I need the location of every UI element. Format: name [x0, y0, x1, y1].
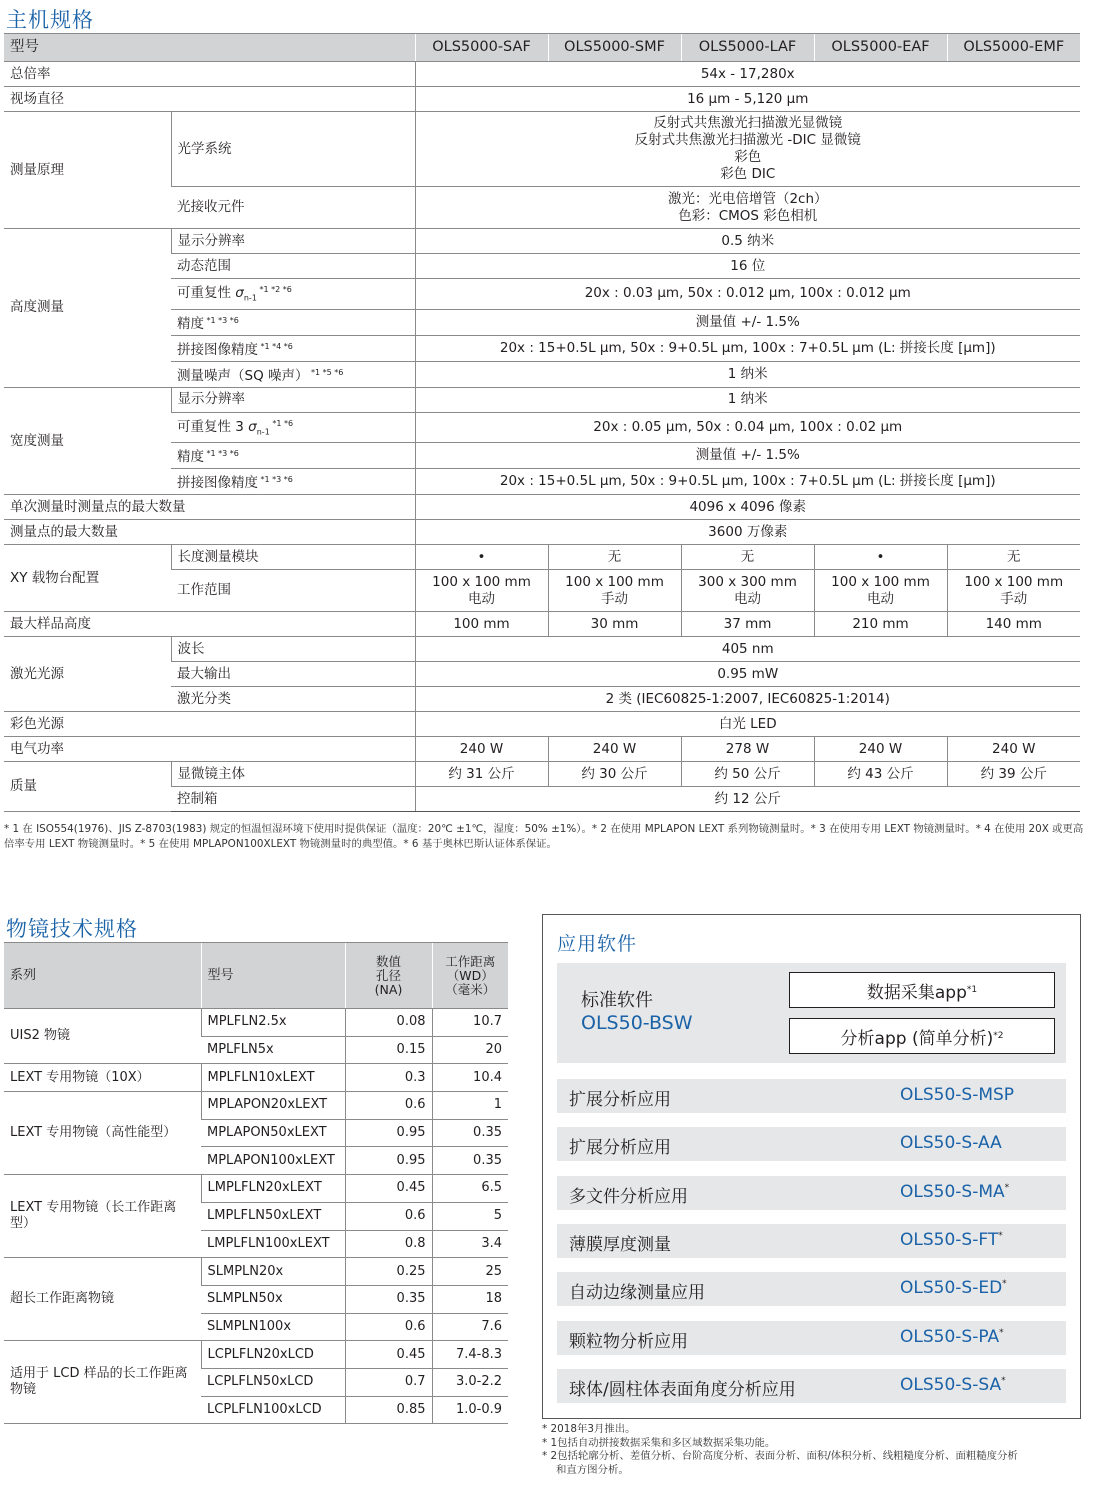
model-value: 210 mm — [814, 612, 947, 637]
objective-model: LCPLFLN20xLCD — [201, 1341, 345, 1369]
objective-na: 0.3 — [345, 1064, 432, 1092]
app-name: 颗粒物分析应用 — [569, 1331, 688, 1352]
objective-na: 0.95 — [345, 1119, 432, 1147]
row-label: 彩色光源 — [4, 712, 415, 737]
standard-software-label: 标准软件 — [581, 990, 653, 1011]
app-code: OLS50-S-AA — [900, 1133, 1002, 1154]
row-value: 20x : 0.05 μm, 50x : 0.04 μm, 100x : 0.02 μm — [415, 412, 1080, 443]
objective-model: LMPLFLN20xLEXT — [201, 1175, 345, 1203]
row-value: 测量值 +/- 1.5% — [415, 309, 1080, 335]
group-label: 高度测量 — [4, 229, 171, 388]
app-row — [557, 1224, 1066, 1258]
app-row — [557, 1321, 1066, 1355]
model-value: 240 W — [814, 737, 947, 762]
row-value: 16 μm - 5,120 μm — [415, 87, 1080, 112]
row-label: 总倍率 — [4, 62, 415, 87]
app-name: 球体/圆柱体表面角度分析应用 — [569, 1379, 796, 1400]
row-label: 工作范围 — [171, 570, 415, 612]
objective-na: 0.6 — [345, 1202, 432, 1230]
row-value: 白光 LED — [415, 712, 1080, 737]
row-value: 20x : 15+0.5L μm, 50x : 9+0.5L μm, 100x : 7+0.5L μm (L: 拼接长度 [μm]) — [415, 469, 1080, 495]
standard-software-code: OLS50-BSW — [581, 1012, 693, 1034]
app-name: 自动边缘测量应用 — [569, 1283, 705, 1304]
row-value: 反射式共焦激光扫描激光显微镜 反射式共焦激光扫描激光 -DIC 显微镜 彩色 彩色 DIC — [415, 112, 1080, 187]
objective-series: LEXT 专用物镜（高性能型） — [4, 1092, 201, 1175]
objective-na: 0.6 — [345, 1092, 432, 1120]
row-value: 约 12 公斤 — [415, 787, 1080, 812]
objective-wd: 0.35 — [432, 1119, 508, 1147]
objective-series: LEXT 专用物镜（10X） — [4, 1064, 201, 1092]
model-value: 240 W — [415, 737, 548, 762]
model-header: OLS5000-SMF — [548, 34, 681, 62]
row-label: 波长 — [171, 637, 415, 662]
objective-series: 适用于 LCD 样品的长工作距离物镜 — [4, 1341, 201, 1424]
objective-wd: 0.35 — [432, 1147, 508, 1175]
model-value: 无 — [947, 545, 1080, 570]
spec-table — [4, 33, 1080, 812]
header-wd: 工作距离 （WD） （毫米） — [432, 943, 508, 1009]
objective-model: LCPLFLN100xLCD — [201, 1396, 345, 1424]
model-value: 约 50 公斤 — [681, 762, 814, 787]
model-header: OLS5000-EMF — [947, 34, 1080, 62]
table-row — [4, 1064, 508, 1092]
app-code: OLS50-S-MA* — [900, 1181, 1010, 1202]
app-code: OLS50-S-MSP — [900, 1085, 1015, 1105]
app-name: 多文件分析应用 — [569, 1186, 688, 1207]
table-row — [4, 1258, 508, 1286]
row-value: 405 nm — [415, 637, 1080, 662]
row-value: 54x - 17,280x — [415, 62, 1080, 87]
table-row — [4, 1009, 508, 1037]
row-value: 1 纳米 — [415, 387, 1080, 412]
objective-table — [4, 942, 508, 1424]
app-name: 薄膜厚度测量 — [569, 1234, 671, 1255]
objective-wd: 5 — [432, 1202, 508, 1230]
row-value: 0.5 纳米 — [415, 229, 1080, 254]
spec-footnotes: * 1 在 ISO554(1976)、JIS Z-8703(1983) 规定的恒温恒湿环境下使用时提供保证（温度：20℃ ±1℃，湿度：50% ±1%）。* 2 在使用 MPLAPON LEXT 系列物镜测量时。* 3 在使用专用 LEXT 物镜测量时。* 4 在使用 20X 或更高倍率专用 LEXT 物镜测量时。* 5 在使用 MPLAPON100XLEXT 物镜测量时的典型值。* 6 基于奥林巴斯认证体系保证。 — [4, 823, 1084, 850]
objective-na: 0.25 — [345, 1258, 432, 1286]
app-row — [557, 1176, 1066, 1210]
objective-model: MPLFLN2.5x — [201, 1009, 345, 1037]
model-value: 无 — [548, 545, 681, 570]
objective-wd: 10.4 — [432, 1064, 508, 1092]
model-value: 300 x 300 mm 电动 — [681, 570, 814, 612]
row-label: 长度测量模块 — [171, 545, 415, 570]
objective-na: 0.95 — [345, 1147, 432, 1175]
row-label: 精度 $^{*1 *3 *6}$ — [171, 309, 415, 335]
objective-na: 0.6 — [345, 1313, 432, 1341]
row-label: 测量点的最大数量 — [4, 520, 415, 545]
section-title-specs: 主机规格 — [6, 8, 94, 32]
model-value: 约 30 公斤 — [548, 762, 681, 787]
row-label: 激光分类 — [171, 687, 415, 712]
objective-wd: 10.7 — [432, 1009, 508, 1037]
software-footnotes: * 2018年3月推出。 * 1包括自动拼接数据采集和多区域数据采集功能。 * 2包括轮廓分析、差值分析、台阶高度分析、表面分析、面积/体积分析、线粗糙度分析、面粗糙度分析 和直方图分析。 — [542, 1423, 1018, 1476]
objective-wd: 1 — [432, 1092, 508, 1120]
group-label: 质量 — [4, 762, 171, 812]
software-title: 应用软件 — [557, 933, 638, 955]
model-value: 100 x 100 mm 手动 — [548, 570, 681, 612]
header-na: 数值 孔径 (NA) — [345, 943, 432, 1009]
app-row — [557, 1369, 1066, 1403]
model-value: 100 mm — [415, 612, 548, 637]
objective-model: LMPLFLN100xLEXT — [201, 1230, 345, 1258]
objective-wd: 7.4-8.3 — [432, 1341, 508, 1369]
app-name: 扩展分析应用 — [569, 1090, 671, 1110]
app-code: OLS50-S-FT* — [900, 1229, 1003, 1250]
objective-model: MPLAPON100xLEXT — [201, 1147, 345, 1175]
objective-model: LCPLFLN50xLCD — [201, 1368, 345, 1396]
objective-model: MPLFLN10xLEXT — [201, 1064, 345, 1092]
row-label: 可重复性 $\sigma_{n-1}$ $^{*1 *2 *6}$ — [171, 279, 415, 310]
objective-na: 0.35 — [345, 1285, 432, 1313]
header-model: 型号 — [201, 943, 345, 1009]
app-row — [557, 1079, 1066, 1113]
row-value: 激光：光电倍增管（2ch） 色彩：CMOS 彩色相机 — [415, 187, 1080, 229]
objective-wd: 18 — [432, 1285, 508, 1313]
table-row — [4, 1092, 508, 1120]
row-label: 拼接图像精度 $^{*1 *4 *6}$ — [171, 335, 415, 361]
objective-model: MPLAPON20xLEXT — [201, 1092, 345, 1120]
app-code: OLS50-S-ED* — [900, 1278, 1007, 1299]
objective-series: LEXT 专用物镜（长工作距离型） — [4, 1175, 201, 1258]
model-header: OLS5000-SAF — [415, 34, 548, 62]
app-code: OLS50-S-PA* — [900, 1326, 1004, 1347]
header-series: 系列 — [4, 943, 201, 1009]
objective-model: LMPLFLN50xLEXT — [201, 1202, 345, 1230]
row-label: 电气功率 — [4, 737, 415, 762]
row-label: 动态范围 — [171, 254, 415, 279]
model-header: OLS5000-LAF — [681, 34, 814, 62]
row-label: 精度 $^{*1 *3 *6}$ — [171, 443, 415, 469]
row-value: 16 位 — [415, 254, 1080, 279]
objective-model: SLMPLN20x — [201, 1258, 345, 1286]
row-value: 4096 x 4096 像素 — [415, 495, 1080, 520]
row-value: 20x : 0.03 μm, 50x : 0.012 μm, 100x : 0.012 μm — [415, 279, 1080, 310]
app-row — [557, 1127, 1066, 1161]
objective-model: SLMPLN100x — [201, 1313, 345, 1341]
model-value: • — [814, 545, 947, 570]
objective-na: 0.15 — [345, 1036, 432, 1064]
app-row — [557, 1272, 1066, 1306]
objective-wd: 1.0-0.9 — [432, 1396, 508, 1424]
objective-series: UIS2 物镜 — [4, 1009, 201, 1064]
model-value: 140 mm — [947, 612, 1080, 637]
group-label: 激光光源 — [4, 637, 171, 712]
software-panel — [542, 914, 1081, 1419]
objective-model: SLMPLN50x — [201, 1285, 345, 1313]
model-value: 无 — [681, 545, 814, 570]
analysis-app-box: 分析app (简单分析) *2 — [789, 1018, 1055, 1054]
table-row — [4, 1341, 508, 1369]
model-value: 约 31 公斤 — [415, 762, 548, 787]
row-label: 测量噪声（SQ 噪声） $^{*1 *5 *6}$ — [171, 361, 415, 387]
row-label: 显微镜主体 — [171, 762, 415, 787]
standard-software-block — [557, 963, 1066, 1063]
model-value: 100 x 100 mm 手动 — [947, 570, 1080, 612]
row-label: 显示分辨率 — [171, 229, 415, 254]
data-acquisition-app-box: 数据采集app *1 — [789, 972, 1055, 1008]
objective-wd: 7.6 — [432, 1313, 508, 1341]
group-label: 测量原理 — [4, 112, 171, 229]
row-value: 1 纳米 — [415, 361, 1080, 387]
objective-na: 0.85 — [345, 1396, 432, 1424]
row-label: 单次测量时测量点的最大数量 — [4, 495, 415, 520]
row-label: 光接收元件 — [171, 187, 415, 229]
objective-wd: 20 — [432, 1036, 508, 1064]
header-model-label: 型号 — [4, 34, 415, 62]
spec-header-row — [4, 34, 1080, 62]
objective-header-row — [4, 943, 508, 1009]
objective-na: 0.7 — [345, 1368, 432, 1396]
group-label: 宽度测量 — [4, 387, 171, 495]
model-value: 30 mm — [548, 612, 681, 637]
objective-series: 超长工作距离物镜 — [4, 1258, 201, 1341]
model-value: 278 W — [681, 737, 814, 762]
objective-model: MPLFLN5x — [201, 1036, 345, 1064]
model-value: 约 39 公斤 — [947, 762, 1080, 787]
row-label: 视场直径 — [4, 87, 415, 112]
model-value: 约 43 公斤 — [814, 762, 947, 787]
objective-na: 0.8 — [345, 1230, 432, 1258]
section-title-objectives: 物镜技术规格 — [6, 917, 138, 941]
model-value: 100 x 100 mm 电动 — [415, 570, 548, 612]
row-value: 20x : 15+0.5L μm, 50x : 9+0.5L μm, 100x : 7+0.5L μm (L: 拼接长度 [μm]) — [415, 335, 1080, 361]
objective-na: 0.08 — [345, 1009, 432, 1037]
row-label: 光学系统 — [171, 112, 415, 187]
row-value: 0.95 mW — [415, 662, 1080, 687]
row-label: 最大输出 — [171, 662, 415, 687]
objective-wd: 6.5 — [432, 1175, 508, 1203]
row-label: 可重复性 3 $\sigma_{n-1}$ $^{*1 *6}$ — [171, 412, 415, 443]
model-value: • — [415, 545, 548, 570]
row-label: 最大样品高度 — [4, 612, 415, 637]
objective-model: MPLAPON50xLEXT — [201, 1119, 345, 1147]
row-label: 显示分辨率 — [171, 387, 415, 412]
objective-wd: 3.4 — [432, 1230, 508, 1258]
model-value: 240 W — [947, 737, 1080, 762]
objective-na: 0.45 — [345, 1175, 432, 1203]
objective-na: 0.45 — [345, 1341, 432, 1369]
app-code: OLS50-S-SA* — [900, 1374, 1006, 1395]
model-value: 100 x 100 mm 电动 — [814, 570, 947, 612]
row-label: 控制箱 — [171, 787, 415, 812]
group-label: XY 载物台配置 — [4, 545, 171, 612]
app-name: 扩展分析应用 — [569, 1138, 671, 1159]
model-header: OLS5000-EAF — [814, 34, 947, 62]
model-value: 240 W — [548, 737, 681, 762]
objective-wd: 25 — [432, 1258, 508, 1286]
row-value: 2 类 (IEC60825-1:2007, IEC60825-1:2014) — [415, 687, 1080, 712]
table-row — [4, 1175, 508, 1203]
row-label: 拼接图像精度 $^{*1 *3 *6}$ — [171, 469, 415, 495]
row-value: 3600 万像素 — [415, 520, 1080, 545]
row-value: 测量值 +/- 1.5% — [415, 443, 1080, 469]
objective-wd: 3.0-2.2 — [432, 1368, 508, 1396]
model-value: 37 mm — [681, 612, 814, 637]
